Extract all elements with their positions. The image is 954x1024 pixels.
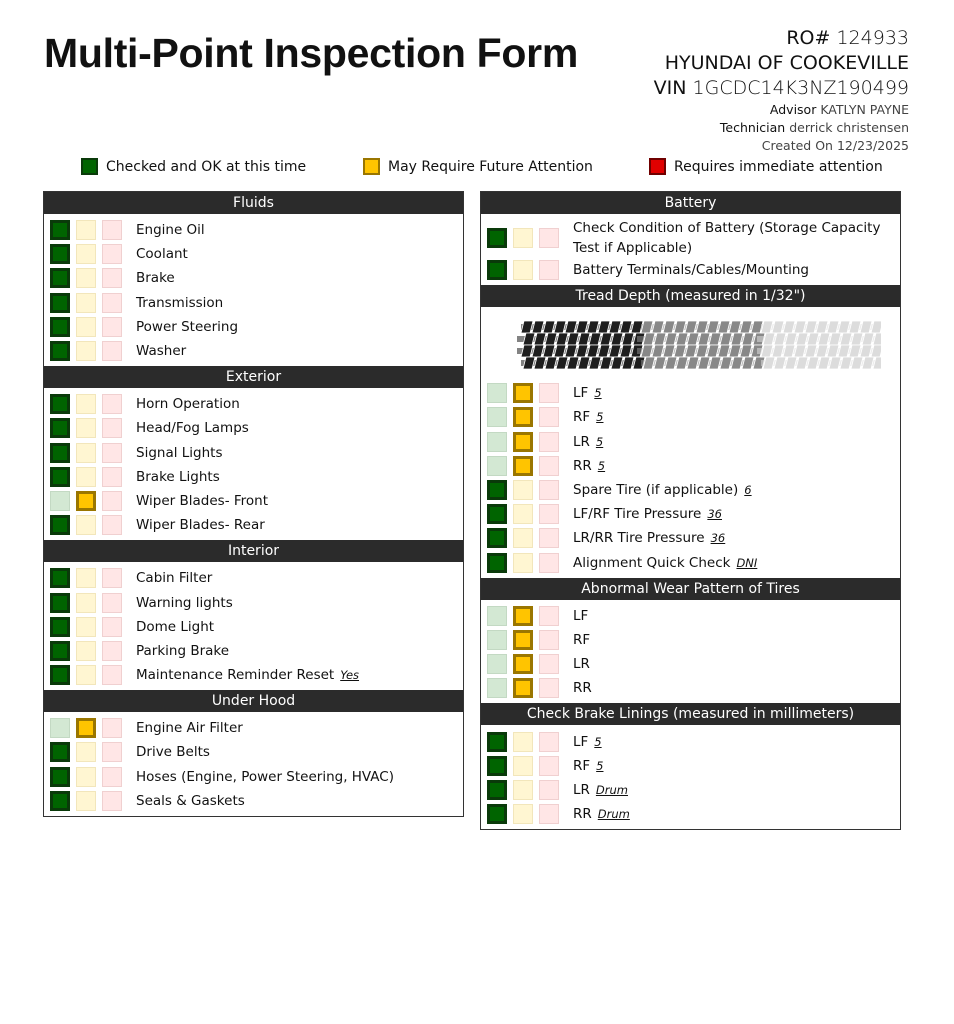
inspection-item-label: Parking Brake xyxy=(136,642,230,659)
red-status-box[interactable] xyxy=(539,732,559,752)
status-boxes xyxy=(481,504,565,524)
yellow-status-box[interactable] xyxy=(76,268,96,288)
inspection-row-under-hood-drive-belts xyxy=(44,740,463,764)
status-boxes xyxy=(44,791,128,811)
inspection-item-label: RF xyxy=(573,631,591,648)
inspection-row-tread-depth-measured-in-1-32-rf xyxy=(481,405,900,429)
inspection-item-value: 5 xyxy=(596,410,604,425)
tread-depth-graphic xyxy=(481,311,900,381)
inspection-item-label: Dome Light xyxy=(136,618,215,635)
section-body-check-brake-linings-measured-in-millimeters xyxy=(481,725,900,829)
inspection-item-value: 5 xyxy=(597,458,606,473)
inspection-item-label: Seals & Gaskets xyxy=(136,792,245,809)
inspection-row-under-hood-seals-gaskets xyxy=(44,789,463,813)
created-date: 12/23/2025 xyxy=(836,138,909,153)
status-boxes xyxy=(44,491,128,511)
advisor-name: KATLYN PAYNE xyxy=(820,102,909,117)
yellow-status-box[interactable] xyxy=(76,317,96,337)
yellow-status-box[interactable] xyxy=(513,654,533,674)
red-status-box[interactable] xyxy=(102,791,122,811)
inspection-row-fluids-transmission xyxy=(44,291,463,315)
red-status-box[interactable] xyxy=(539,407,559,427)
ro-line xyxy=(654,26,909,51)
vin-label: VIN xyxy=(653,77,687,99)
inspection-item-label: Coolant xyxy=(136,246,188,263)
inspection-row-exterior-head-fog-lamps xyxy=(44,416,463,440)
vin-number: 1GCDC14K3NZ190499 xyxy=(692,77,909,99)
status-boxes xyxy=(44,394,128,414)
status-boxes xyxy=(481,678,565,698)
inspection-row-tread-depth-measured-in-1-32-lr xyxy=(481,430,900,454)
vin-line xyxy=(654,76,909,101)
status-boxes xyxy=(481,606,565,626)
section-body-abnormal-wear-pattern-of-tires xyxy=(481,600,900,704)
section-header-battery: Battery xyxy=(481,192,900,214)
green-status-box[interactable] xyxy=(487,732,507,752)
inspection-row-exterior-signal-lights xyxy=(44,441,463,465)
red-status-box[interactable] xyxy=(102,515,122,535)
status-boxes xyxy=(44,220,128,240)
yellow-status-box[interactable] xyxy=(76,767,96,787)
section-body-fluids xyxy=(44,214,463,366)
status-boxes xyxy=(44,244,128,264)
yellow-status-box[interactable] xyxy=(76,515,96,535)
yellow-status-box[interactable] xyxy=(513,756,533,776)
legend-immediate-label: Requires immediate attention xyxy=(674,158,883,175)
red-status-box[interactable] xyxy=(102,718,122,738)
inspection-item-value: 36 xyxy=(710,531,726,546)
yellow-status-box[interactable] xyxy=(513,630,533,650)
legend-future xyxy=(363,158,593,175)
ro-number: 124933 xyxy=(836,27,909,49)
status-boxes xyxy=(44,293,128,313)
inspection-row-under-hood-engine-air-filter xyxy=(44,716,463,740)
legend-ok xyxy=(81,158,306,175)
yellow-status-box[interactable] xyxy=(513,228,533,248)
green-status-box[interactable] xyxy=(50,665,70,685)
red-status-box[interactable] xyxy=(102,641,122,661)
inspection-item-label: Alignment Quick Check xyxy=(573,554,731,571)
green-status-box[interactable] xyxy=(50,641,70,661)
inspection-item-label: LF xyxy=(573,385,589,402)
inspection-item-value: Drum xyxy=(595,782,628,797)
red-status-box[interactable] xyxy=(102,341,122,361)
red-square-icon xyxy=(649,158,666,175)
inspection-item-label: Drive Belts xyxy=(136,744,210,761)
inspection-item-label: LF/RF Tire Pressure xyxy=(573,506,702,523)
inspection-row-battery-battery-terminals-cables-mounting xyxy=(481,258,900,282)
green-status-box[interactable] xyxy=(50,718,70,738)
red-status-box[interactable] xyxy=(539,260,559,280)
inspection-row-tread-depth-measured-in-1-32-alignment-quick-check xyxy=(481,551,900,575)
section-header-exterior: Exterior xyxy=(44,366,463,388)
status-boxes xyxy=(44,418,128,438)
inspection-item-label: LF xyxy=(573,733,589,750)
inspection-item-label: Horn Operation xyxy=(136,396,240,413)
status-boxes xyxy=(44,665,128,685)
inspection-row-exterior-wiper-blades-front xyxy=(44,489,463,513)
red-status-box[interactable] xyxy=(539,504,559,524)
status-boxes xyxy=(481,630,565,650)
yellow-status-box[interactable] xyxy=(76,617,96,637)
inspection-row-interior-parking-brake xyxy=(44,639,463,663)
red-status-box[interactable] xyxy=(539,456,559,476)
inspection-item-label: RR xyxy=(573,680,592,697)
section-header-under-hood: Under Hood xyxy=(44,690,463,712)
inspection-row-exterior-brake-lights xyxy=(44,465,463,489)
status-boxes xyxy=(481,732,565,752)
yellow-status-box[interactable] xyxy=(76,467,96,487)
green-status-box[interactable] xyxy=(50,742,70,762)
yellow-status-box[interactable] xyxy=(513,732,533,752)
technician-line xyxy=(654,119,909,137)
yellow-status-box[interactable] xyxy=(513,804,533,824)
inspection-row-fluids-engine-oil xyxy=(44,218,463,242)
green-status-box[interactable] xyxy=(50,341,70,361)
yellow-status-box[interactable] xyxy=(76,220,96,240)
yellow-status-box[interactable] xyxy=(76,443,96,463)
inspection-row-interior-maintenance-reminder-reset xyxy=(44,663,463,687)
status-boxes xyxy=(44,317,128,337)
inspection-row-under-hood-hoses-engine-power-steering-hvac xyxy=(44,765,463,789)
inspection-row-tread-depth-measured-in-1-32-spare-tire-if-applicable xyxy=(481,478,900,502)
inspection-item-label: RF xyxy=(573,409,591,426)
green-square-icon xyxy=(81,158,98,175)
inspection-item-label: LR xyxy=(573,656,590,673)
yellow-status-box[interactable] xyxy=(513,678,533,698)
inspection-item-value: DNI xyxy=(736,555,758,570)
inspection-row-fluids-brake xyxy=(44,266,463,290)
yellow-status-box[interactable] xyxy=(76,791,96,811)
yellow-status-box[interactable] xyxy=(513,504,533,524)
status-boxes xyxy=(44,443,128,463)
status-boxes xyxy=(44,742,128,762)
green-status-box[interactable] xyxy=(487,228,507,248)
green-status-box[interactable] xyxy=(50,268,70,288)
green-status-box[interactable] xyxy=(50,317,70,337)
green-status-box[interactable] xyxy=(487,804,507,824)
section-header-tread-depth-measured-in-1-32: Tread Depth (measured in 1/32") xyxy=(481,285,900,307)
yellow-status-box[interactable] xyxy=(76,742,96,762)
inspection-item-label: Hoses (Engine, Power Steering, HVAC) xyxy=(136,768,394,785)
dealer-name: HYUNDAI OF COOKEVILLE xyxy=(664,52,909,74)
yellow-status-box[interactable] xyxy=(513,780,533,800)
red-status-box[interactable] xyxy=(539,606,559,626)
status-boxes xyxy=(481,553,565,573)
inspection-row-battery-check-condition-of-battery-storage-capacity-test-if-applicable xyxy=(481,218,900,258)
inspection-item-label: Washer xyxy=(136,343,187,360)
green-status-box[interactable] xyxy=(487,260,507,280)
status-boxes xyxy=(481,432,565,452)
status-boxes xyxy=(481,407,565,427)
section-body-tread-depth-measured-in-1-32 xyxy=(481,307,900,578)
inspection-row-check-brake-linings-measured-in-millimeters-rf xyxy=(481,754,900,778)
yellow-status-box[interactable] xyxy=(513,432,533,452)
inspection-item-label: Head/Fog Lamps xyxy=(136,420,249,437)
legend-future-label: May Require Future Attention xyxy=(388,158,593,175)
inspection-item-value: 5 xyxy=(596,758,604,773)
yellow-status-box[interactable] xyxy=(76,418,96,438)
inspection-item-label: Transmission xyxy=(136,294,224,311)
status-boxes xyxy=(44,718,128,738)
green-status-box[interactable] xyxy=(487,553,507,573)
status-boxes xyxy=(481,383,565,403)
green-status-box[interactable] xyxy=(487,480,507,500)
red-status-box[interactable] xyxy=(102,742,122,762)
yellow-status-box[interactable] xyxy=(513,528,533,548)
status-boxes xyxy=(44,341,128,361)
status-boxes xyxy=(481,528,565,548)
red-status-box[interactable] xyxy=(539,553,559,573)
red-status-box[interactable] xyxy=(539,383,559,403)
inspection-row-check-brake-linings-measured-in-millimeters-lr xyxy=(481,778,900,802)
yellow-square-icon xyxy=(363,158,380,175)
yellow-status-box[interactable] xyxy=(76,593,96,613)
red-status-box[interactable] xyxy=(539,480,559,500)
green-status-box[interactable] xyxy=(50,617,70,637)
green-status-box[interactable] xyxy=(487,756,507,776)
inspection-item-label: Battery Terminals/Cables/Mounting xyxy=(573,262,809,279)
inspection-row-interior-dome-light xyxy=(44,615,463,639)
red-status-box[interactable] xyxy=(102,665,122,685)
red-status-box[interactable] xyxy=(102,317,122,337)
inspection-row-abnormal-wear-pattern-of-tires-rf xyxy=(481,628,900,652)
green-status-box[interactable] xyxy=(50,791,70,811)
green-status-box[interactable] xyxy=(487,383,507,403)
inspection-item-label: Brake Lights xyxy=(136,468,220,485)
inspection-item-value: 5 xyxy=(594,734,602,749)
inspection-item-value: 36 xyxy=(707,507,722,522)
yellow-status-box[interactable] xyxy=(513,260,533,280)
green-status-box[interactable] xyxy=(487,630,507,650)
section-body-exterior xyxy=(44,388,463,540)
red-status-box[interactable] xyxy=(102,418,122,438)
green-status-box[interactable] xyxy=(50,244,70,264)
section-header-abnormal-wear-pattern-of-tires: Abnormal Wear Pattern of Tires xyxy=(481,578,900,600)
ro-label: RO# xyxy=(786,27,831,49)
red-status-box[interactable] xyxy=(102,617,122,637)
yellow-status-box[interactable] xyxy=(513,383,533,403)
yellow-status-box[interactable] xyxy=(513,407,533,427)
inspection-row-fluids-power-steering xyxy=(44,315,463,339)
red-status-box[interactable] xyxy=(539,432,559,452)
status-boxes xyxy=(481,654,565,674)
red-status-box[interactable] xyxy=(102,268,122,288)
red-status-box[interactable] xyxy=(102,394,122,414)
green-status-box[interactable] xyxy=(50,443,70,463)
yellow-status-box[interactable] xyxy=(513,553,533,573)
inspection-row-fluids-washer xyxy=(44,339,463,363)
created-label: Created On xyxy=(761,138,833,153)
inspection-item-label: Warning lights xyxy=(136,594,233,611)
green-status-box[interactable] xyxy=(50,418,70,438)
inspection-item-label: Wiper Blades- Front xyxy=(136,492,269,509)
inspection-row-abnormal-wear-pattern-of-tires-lr xyxy=(481,652,900,676)
red-status-box[interactable] xyxy=(539,756,559,776)
inspection-row-exterior-horn-operation xyxy=(44,392,463,416)
red-status-box[interactable] xyxy=(102,244,122,264)
yellow-status-box[interactable] xyxy=(513,456,533,476)
green-status-box[interactable] xyxy=(487,504,507,524)
green-status-box[interactable] xyxy=(50,467,70,487)
repair-order-header xyxy=(654,26,909,155)
status-boxes xyxy=(481,456,565,476)
green-status-box[interactable] xyxy=(50,293,70,313)
status-boxes xyxy=(481,480,565,500)
red-status-box[interactable] xyxy=(102,467,122,487)
status-boxes xyxy=(44,593,128,613)
inspection-item-value: 5 xyxy=(594,386,602,401)
inspection-row-tread-depth-measured-in-1-32-lf-rf-tire-pressure xyxy=(481,502,900,526)
green-status-box[interactable] xyxy=(487,606,507,626)
yellow-status-box[interactable] xyxy=(76,665,96,685)
yellow-status-box[interactable] xyxy=(513,606,533,626)
inspection-item-value: 6 xyxy=(744,483,752,498)
right-inspection-column xyxy=(480,191,901,830)
status-boxes xyxy=(44,515,128,535)
inspection-item-label: Engine Oil xyxy=(136,222,205,239)
created-line xyxy=(654,137,909,155)
inspection-item-label: Maintenance Reminder Reset xyxy=(136,667,335,684)
section-header-fluids: Fluids xyxy=(44,192,463,214)
inspection-item-label: RR xyxy=(573,457,592,474)
status-boxes xyxy=(481,804,565,824)
red-status-box[interactable] xyxy=(539,780,559,800)
red-status-box[interactable] xyxy=(102,443,122,463)
status-boxes xyxy=(44,467,128,487)
red-status-box[interactable] xyxy=(539,654,559,674)
red-status-box[interactable] xyxy=(102,293,122,313)
green-status-box[interactable] xyxy=(50,767,70,787)
section-header-check-brake-linings-measured-in-millimeters: Check Brake Linings (measured in millimeters) xyxy=(481,703,900,725)
inspection-row-interior-cabin-filter xyxy=(44,566,463,590)
inspection-row-check-brake-linings-measured-in-millimeters-lf xyxy=(481,729,900,753)
green-status-box[interactable] xyxy=(50,568,70,588)
technician-label: Technician xyxy=(719,120,786,135)
inspection-row-tread-depth-measured-in-1-32-lf xyxy=(481,381,900,405)
yellow-status-box[interactable] xyxy=(76,491,96,511)
legend-immediate xyxy=(649,158,883,175)
inspection-item-label: LR/RR Tire Pressure xyxy=(573,530,705,547)
red-status-box[interactable] xyxy=(102,491,122,511)
status-boxes xyxy=(481,260,565,280)
red-status-box[interactable] xyxy=(102,220,122,240)
status-legend xyxy=(81,158,881,182)
inspection-item-label: LR xyxy=(573,781,590,798)
yellow-status-box[interactable] xyxy=(513,480,533,500)
green-status-box[interactable] xyxy=(487,456,507,476)
yellow-status-box[interactable] xyxy=(76,244,96,264)
red-status-box[interactable] xyxy=(539,528,559,548)
inspection-row-tread-depth-measured-in-1-32-lr-rr-tire-pressure xyxy=(481,526,900,550)
section-body-battery xyxy=(481,214,900,285)
yellow-status-box[interactable] xyxy=(76,394,96,414)
status-boxes xyxy=(44,617,128,637)
red-status-box[interactable] xyxy=(539,678,559,698)
inspection-item-label: Engine Air Filter xyxy=(136,720,243,737)
green-status-box[interactable] xyxy=(487,407,507,427)
inspection-item-value: Drum xyxy=(597,807,630,822)
inspection-item-label: Brake xyxy=(136,270,175,287)
inspection-item-label: Signal Lights xyxy=(136,444,223,461)
inspection-row-tread-depth-measured-in-1-32-rr xyxy=(481,454,900,478)
inspection-item-label: LF xyxy=(573,607,589,624)
green-status-box[interactable] xyxy=(50,515,70,535)
green-status-box[interactable] xyxy=(487,678,507,698)
left-inspection-column xyxy=(43,191,464,817)
inspection-row-abnormal-wear-pattern-of-tires-lf xyxy=(481,604,900,628)
green-status-box[interactable] xyxy=(50,394,70,414)
inspection-row-abnormal-wear-pattern-of-tires-rr xyxy=(481,676,900,700)
yellow-status-box[interactable] xyxy=(76,341,96,361)
status-boxes xyxy=(44,268,128,288)
inspection-item-label: Power Steering xyxy=(136,318,239,335)
inspection-item-value: 5 xyxy=(595,434,604,449)
inspection-row-fluids-coolant xyxy=(44,242,463,266)
inspection-item-label: RR xyxy=(573,806,592,823)
page-title: Multi-Point Inspection Form xyxy=(44,30,578,76)
inspection-row-check-brake-linings-measured-in-millimeters-rr xyxy=(481,802,900,826)
green-status-box[interactable] xyxy=(487,432,507,452)
status-boxes xyxy=(481,756,565,776)
red-status-box[interactable] xyxy=(102,593,122,613)
section-header-interior: Interior xyxy=(44,540,463,562)
inspection-item-label: LR xyxy=(573,433,590,450)
advisor-label: Advisor xyxy=(769,102,817,117)
green-status-box[interactable] xyxy=(487,780,507,800)
red-status-box[interactable] xyxy=(539,228,559,248)
status-boxes xyxy=(44,568,128,588)
status-boxes xyxy=(44,641,128,661)
section-body-under-hood xyxy=(44,712,463,816)
status-boxes xyxy=(481,228,565,248)
inspection-item-label: Cabin Filter xyxy=(136,570,213,587)
green-status-box[interactable] xyxy=(50,491,70,511)
yellow-status-box[interactable] xyxy=(76,293,96,313)
green-status-box[interactable] xyxy=(487,528,507,548)
inspection-item-label: Spare Tire (if applicable) xyxy=(573,482,739,499)
red-status-box[interactable] xyxy=(539,630,559,650)
yellow-status-box[interactable] xyxy=(76,568,96,588)
green-status-box[interactable] xyxy=(50,220,70,240)
legend-ok-label: Checked and OK at this time xyxy=(106,158,307,175)
red-status-box[interactable] xyxy=(539,804,559,824)
red-status-box[interactable] xyxy=(102,568,122,588)
inspection-item-label: Wiper Blades- Rear xyxy=(136,517,265,534)
red-status-box[interactable] xyxy=(102,767,122,787)
inspection-item-value: Yes xyxy=(340,668,360,683)
green-status-box[interactable] xyxy=(50,593,70,613)
yellow-status-box[interactable] xyxy=(76,718,96,738)
yellow-status-box[interactable] xyxy=(76,641,96,661)
advisor-line xyxy=(654,101,909,119)
status-boxes xyxy=(44,767,128,787)
status-boxes xyxy=(481,780,565,800)
inspection-row-exterior-wiper-blades-rear xyxy=(44,513,463,537)
technician-name: derrick christensen xyxy=(789,120,909,135)
green-status-box[interactable] xyxy=(487,654,507,674)
section-body-interior xyxy=(44,562,463,690)
inspection-row-interior-warning-lights xyxy=(44,590,463,614)
inspection-item-label: Check Condition of Battery (Storage Capacity Test if Applicable) xyxy=(573,220,881,256)
inspection-item-label: RF xyxy=(573,757,591,774)
tire-tread-icon xyxy=(501,319,881,373)
